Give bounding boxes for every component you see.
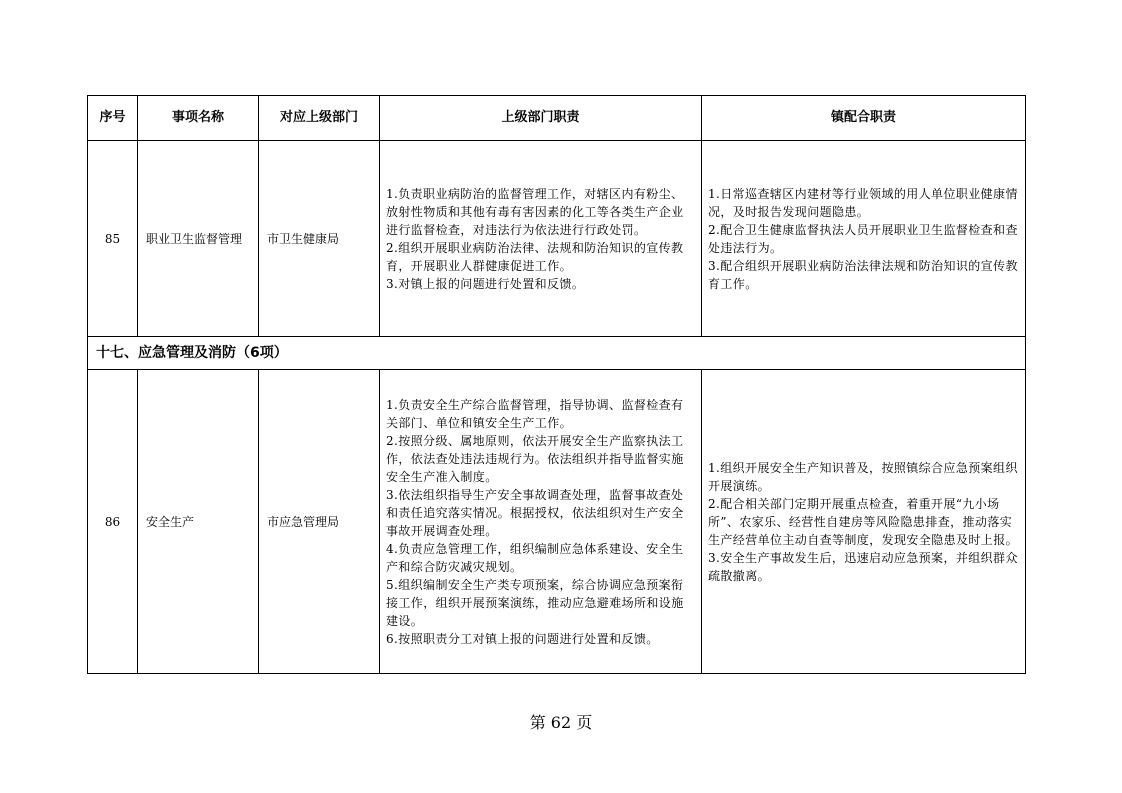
section-heading: 十七、应急管理及消防（6项） <box>88 337 1026 370</box>
duty-line: 1.日常巡查辖区内建材等行业领域的用人单位职业健康情况，及时报告发现问题隐患。 <box>708 186 1018 219</box>
duty-line: 2.配合卫生健康监督执法人员开展职业卫生监督检查和查处违法行为。 <box>708 222 1018 255</box>
duty-line: 3.对镇上报的问题进行处置和反馈。 <box>386 276 585 291</box>
table-row <box>88 370 1026 674</box>
row-upper-duties <box>380 141 702 337</box>
duty-line: 2.按照分级、属地原则，依法开展安全生产监察执法工作，依法查处违法违规行为。依法组织并指导监督实施安全生产准入制度。 <box>386 433 684 484</box>
section-heading-row <box>88 337 1026 370</box>
duty-line: 1.负责职业病防治的监督管理工作，对辖区内有粉尘、放射性物质和其他有毒有害因素的化工等各类生产企业进行监督检查，对违法行为依法进行行政处罚。 <box>386 186 684 237</box>
duty-line: 3.安全生产事故发生后，迅速启动应急预案，并组织群众疏散撤离。 <box>708 550 1018 583</box>
row-dept: 市应急管理局 <box>259 370 380 674</box>
header-town-duties: 镇配合职责 <box>702 96 1026 141</box>
header-upper-duties: 上级部门职责 <box>380 96 702 141</box>
duty-table <box>87 95 1026 674</box>
table-header-row <box>88 96 1026 141</box>
page-number: 第 62 页 <box>529 713 593 732</box>
duty-line: 3.配合组织开展职业病防治法律法规和防治知识的宣传教育工作。 <box>708 258 1018 291</box>
table-row <box>88 141 1026 337</box>
duty-line: 5.组织编制安全生产类专项预案，综合协调应急预案衔接工作，组织开展预案演练，推动应急避难场所和设施建设。 <box>386 577 684 628</box>
duty-line: 2.配合相关部门定期开展重点检查，着重开展“九小场所”、农家乐、经营性自建房等风险隐患排查，推动落实生产经营单位主动自查等制度，发现安全隐患及时上报。 <box>708 496 1019 547</box>
row-seq: 86 <box>88 370 138 674</box>
header-dept: 对应上级部门 <box>259 96 380 141</box>
duty-line: 4.负责应急管理工作，组织编制应急体系建设、安全生产和综合防灾减灾规划。 <box>386 541 684 574</box>
row-town-duties <box>702 141 1026 337</box>
row-town-duties <box>702 370 1026 674</box>
header-seq: 序号 <box>88 96 138 141</box>
duty-line: 3.依法组织指导生产安全事故调查处理，监督事故查处和责任追究落实情况。根据授权，依法组织对生产安全事故开展调查处理。 <box>386 487 684 538</box>
row-seq: 85 <box>88 141 138 337</box>
row-dept: 市卫生健康局 <box>259 141 380 337</box>
row-item-name: 安全生产 <box>138 370 259 674</box>
header-name: 事项名称 <box>138 96 259 141</box>
row-item-name: 职业卫生监督管理 <box>138 141 259 337</box>
duty-line: 1.组织开展安全生产知识普及，按照镇综合应急预案组织开展演练。 <box>708 460 1018 493</box>
duty-line: 1.负责安全生产综合监督管理，指导协调、监督检查有关部门、单位和镇安全生产工作。 <box>386 397 684 430</box>
duty-line: 6.按照职责分工对镇上报的问题进行处置和反馈。 <box>386 631 659 646</box>
row-upper-duties <box>380 370 702 674</box>
duty-line: 2.组织开展职业病防治法律、法规和防治知识的宣传教育，开展职业人群健康促进工作。 <box>386 240 684 273</box>
